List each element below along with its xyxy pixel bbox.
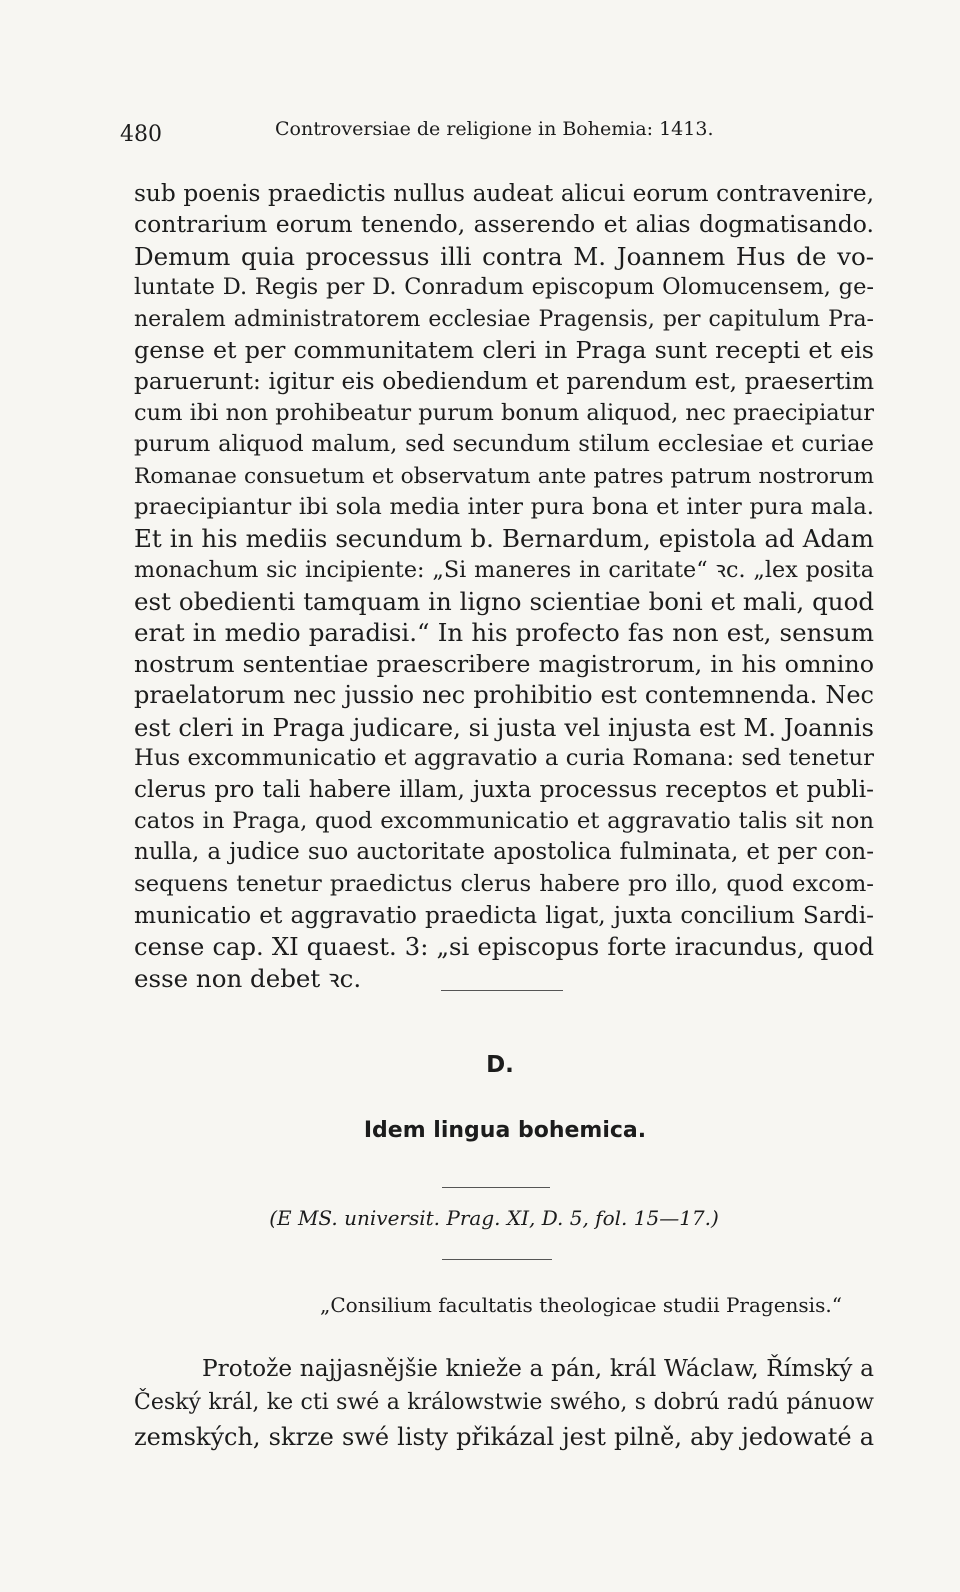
- text-line: zemských, skrze swé listy přikázal jest pilně, aby jedowaté a: [134, 1423, 874, 1451]
- text-line: contrarium eorum tenendo, asserendo et alias dogmatisando.: [134, 210, 874, 239]
- text-line: sub poenis praedictis nullus audeat alicui eorum contravenire,: [134, 180, 874, 207]
- running-title: Controversiae de religione in Bohemia: 1413.: [275, 118, 714, 140]
- running-head: [120, 118, 820, 148]
- source-note: (E MS. universit. Prag. XI, D. 5, fol. 15—17.): [269, 1206, 719, 1230]
- section-letter: D.: [486, 1052, 514, 1078]
- text-line: municatio et aggravatio praedicta ligat, juxta concilium Sardi-: [134, 901, 874, 929]
- text-line: clerus pro tali habere illam, juxta processus receptos et publi-: [134, 776, 874, 804]
- text-line: paruerunt: igitur eis obediendum et parendum est, praesertim: [134, 368, 874, 396]
- text-line: Romanae consuetum et observatum ante patres patrum nostrorum: [134, 463, 874, 489]
- section-title: Idem lingua bohemica.: [363, 1118, 647, 1143]
- text-line: sequens tenetur praedictus clerus habere pro illo, quod excom-: [134, 870, 874, 897]
- text-line: catos in Praga, quod excommunicatio et aggravatio talis sit non: [134, 807, 874, 834]
- text-line: luntate D. Regis per D. Conradum episcopum Olomucensem, ge-: [134, 274, 874, 301]
- text-line: esse non debet ꝛc.: [134, 963, 362, 993]
- separator-rule: [441, 990, 563, 991]
- text-line: neralem administratorem ecclesiae Pragensis, per capitulum Pra-: [134, 306, 874, 332]
- text-line: Demum quia processus illi contra M. Joannem Hus de vo-: [134, 241, 874, 271]
- text-line: purum aliquod malum, sed secundum stilum ecclesiae et curiae: [134, 431, 874, 458]
- text-line: erat in medio paradisi.“ In his profecto fas non est, sensum: [134, 618, 874, 648]
- text-line: gense et per communitatem cleri in Praga sunt recepti et eis: [134, 335, 874, 364]
- text-line: praecipiantur ibi sola media inter pura bona et inter pura mala.: [134, 493, 874, 520]
- text-line: nostrum sententiae praescribere magistrorum, in his omnino: [134, 649, 874, 678]
- text-line: est cleri in Praga judicare, si justa vel injusta est M. Joannis: [134, 712, 874, 742]
- text-line: cum ibi non prohibeatur purum bonum aliquod, nec praecipiatur: [134, 399, 874, 426]
- text-line: nulla, a judice suo auctoritate apostolica fulminata, et per con-: [134, 839, 874, 866]
- text-line: cense cap. XI quaest. 3: „si episcopus forte iracundus, quod: [134, 932, 874, 962]
- latin-paragraph: [134, 178, 874, 994]
- text-line: monachum sic incipiente: „Si maneres in caritate“ ꝛc. „lex posita: [134, 556, 874, 583]
- text-line: Protože najjasnějšie knieže a pán, král Wáclaw, Římský a: [202, 1355, 874, 1382]
- text-line: est obedienti tamquam in ligno scientiae boni et mali, quod: [134, 587, 874, 617]
- page-number: 480: [120, 122, 162, 147]
- document-title: „Consilium facultatis theologicae studii Pragensis.“: [320, 1293, 842, 1317]
- text-line: praelatorum nec jussio nec prohibitio est contemnenda. Nec: [134, 681, 874, 710]
- czech-paragraph: [134, 1352, 874, 1454]
- text-line: Et in his mediis secundum b. Bernardum, epistola ad Adam: [134, 524, 874, 554]
- separator-rule: [442, 1187, 550, 1188]
- text-line: Hus excommunicatio et aggravatio a curia Romana: sed tenetur: [134, 745, 874, 772]
- separator-rule: [442, 1259, 552, 1260]
- text-line: Český král, ke cti swé a králowstwie swého, s dobrú radú pánuow: [134, 1390, 874, 1415]
